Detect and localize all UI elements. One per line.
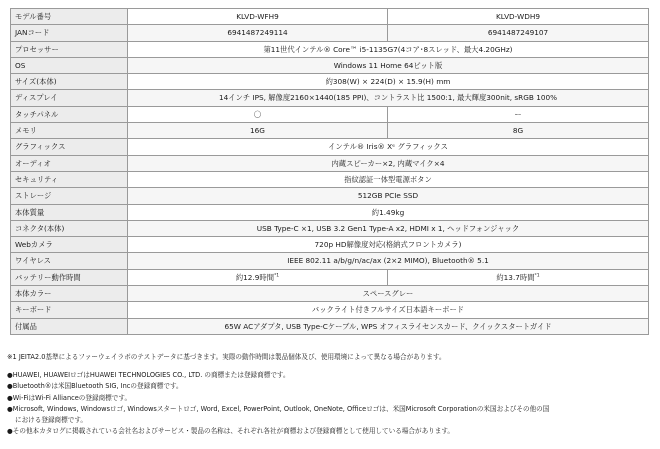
model-b-number: KLVD-WDH9 xyxy=(388,9,649,25)
table-row xyxy=(11,237,649,253)
table-row xyxy=(11,139,649,155)
table-row xyxy=(11,57,649,73)
spec-value-model-a xyxy=(128,106,388,122)
trademark-note: ●HUAWEI, HUAWEIロゴはHUAWEI TECHNOLOGIES CO., LTD. の商標または登録商標です。 xyxy=(7,371,290,380)
spec-value-model-a xyxy=(128,123,388,139)
row-label: モデル番号 xyxy=(11,9,128,25)
spec-value-text: 16G xyxy=(250,126,265,136)
table-row xyxy=(11,106,649,122)
spec-value: 14インチ IPS, 解像度2160×1440(185 PPI)、コントラスト比 1500:1, 最大輝度300nit, sRGB 100% xyxy=(128,90,649,106)
spec-value-model-b xyxy=(388,269,649,285)
spec-value-model-b xyxy=(388,123,649,139)
row-label: プロセッサー xyxy=(11,41,128,57)
row-label: バッテリー動作時間 xyxy=(11,269,128,285)
spec-value-text: 約13.7時間 xyxy=(496,272,535,282)
spec-value: IEEE 802.11 a/b/g/n/ac/ax (2×2 MIMO), Bluetooth® 5.1 xyxy=(128,253,649,269)
spec-value: USB Type-C ×1, USB 3.2 Gen1 Type-A x2, HDMI x 1, ヘッドフォンジャック xyxy=(128,220,649,236)
row-label: メモリ xyxy=(11,123,128,139)
spec-value: 指紋認証一体型電源ボタン xyxy=(128,171,649,187)
row-label: 本体カラー xyxy=(11,286,128,302)
trademark-note-continuation: における登録商標です。 xyxy=(15,416,88,425)
row-label: グラフィックス xyxy=(11,139,128,155)
spec-value: Windows 11 Home 64ビット版 xyxy=(128,57,649,73)
footnote-marker: *1 xyxy=(274,273,280,279)
spec-value-text: 8G xyxy=(512,126,524,136)
spec-value: 約308(W) × 224(D) × 15.9(H) mm xyxy=(128,74,649,90)
spec-value: スペースグレー xyxy=(128,286,649,302)
row-label: JANコード xyxy=(11,25,128,41)
table-row xyxy=(11,204,649,220)
row-label: タッチパネル xyxy=(11,106,128,122)
table-row xyxy=(11,123,649,139)
spec-value-text: 6941487249114 xyxy=(227,28,288,38)
trademark-note: ●Microsoft, Windows, Windowsロゴ, Windowsスタートロゴ, Word, Excel, PowerPoint, Outlook, OneNote, Officeロゴは、米国Microsoft Corporationの米国およびその他の国 xyxy=(7,404,550,413)
notes-gap xyxy=(7,363,655,370)
table-row xyxy=(11,220,649,236)
table-row xyxy=(11,253,649,269)
spec-value-model-a xyxy=(128,25,388,41)
spec-value: 65W ACアダプタ, USB Type-Cケーブル, WPS オフィスライセンスカード、クイックスタートガイド xyxy=(128,318,649,334)
row-label: Webカメラ xyxy=(11,237,128,253)
spec-value: 512GB PCIe SSD xyxy=(128,188,649,204)
table-row xyxy=(11,302,649,318)
model-a-number: KLVD-WFH9 xyxy=(128,9,388,25)
table-row xyxy=(11,318,649,334)
spec-value: 第11世代インテル® Core™ i5-1135G7(4コア･8スレッド、最大4.20GHz) xyxy=(128,41,649,57)
table-row xyxy=(11,171,649,187)
trademark-note: ●その他本カタログに掲載されている会社名およびサービス・製品の名称は、それぞれ各社が商標および登録商標として使用している場合があります。 xyxy=(7,427,455,436)
spec-value: バックライト付きフルサイズ日本語キーボード xyxy=(128,302,649,318)
table-row xyxy=(11,286,649,302)
row-label: セキュリティ xyxy=(11,171,128,187)
row-label: ストレージ xyxy=(11,188,128,204)
table-row xyxy=(11,25,649,41)
spec-value-text: ー xyxy=(514,109,522,119)
spec-value: インテル® Iris® Xᵉ グラフィックス xyxy=(128,139,649,155)
spec-table-body xyxy=(11,9,649,335)
row-label: ワイヤレス xyxy=(11,253,128,269)
table-row xyxy=(11,74,649,90)
spec-value-model-b xyxy=(388,106,649,122)
row-label: 付属品 xyxy=(11,318,128,334)
row-label: オーディオ xyxy=(11,155,128,171)
row-label: OS xyxy=(11,57,128,73)
table-row xyxy=(11,188,649,204)
footnote-marker: *1 xyxy=(534,273,540,279)
row-label: キーボード xyxy=(11,302,128,318)
trademark-note: ●Wi-FiはWi-Fi Allianceの登録商標です。 xyxy=(7,393,132,402)
spec-value: 内蔵スピーカー×2, 内蔵マイク×4 xyxy=(128,155,649,171)
spec-value-text: 約12.9時間 xyxy=(235,272,274,282)
table-row xyxy=(11,90,649,106)
spec-value-text: 〇 xyxy=(253,109,262,119)
row-label: 本体質量 xyxy=(11,204,128,220)
spec-value: 720p HD解像度対応(格納式フロントカメラ) xyxy=(128,237,649,253)
footnote: ※1 JEITA2.0基準によるファーウェイラボのテストデータに基づきます。実際の動作時間は製品個体及び、使用環境によって異なる場合があります。 xyxy=(7,353,446,361)
trademark-note: ●Bluetooth®は米国Bluetooth SIG, Incの登録商標です。 xyxy=(7,382,183,391)
table-row xyxy=(11,269,649,285)
spec-value-text: 6941487249107 xyxy=(487,28,549,38)
notes-section xyxy=(7,352,655,437)
row-label: サイズ(本体) xyxy=(11,74,128,90)
spec-table xyxy=(10,8,649,335)
row-label: ディスプレイ xyxy=(11,90,128,106)
table-row xyxy=(11,41,649,57)
row-label: コネクタ(本体) xyxy=(11,220,128,236)
table-row xyxy=(11,155,649,171)
table-header-row xyxy=(11,9,649,25)
spec-value-model-b xyxy=(388,25,649,41)
spec-value: 約1.49kg xyxy=(128,204,649,220)
spec-value-model-a xyxy=(128,269,388,285)
